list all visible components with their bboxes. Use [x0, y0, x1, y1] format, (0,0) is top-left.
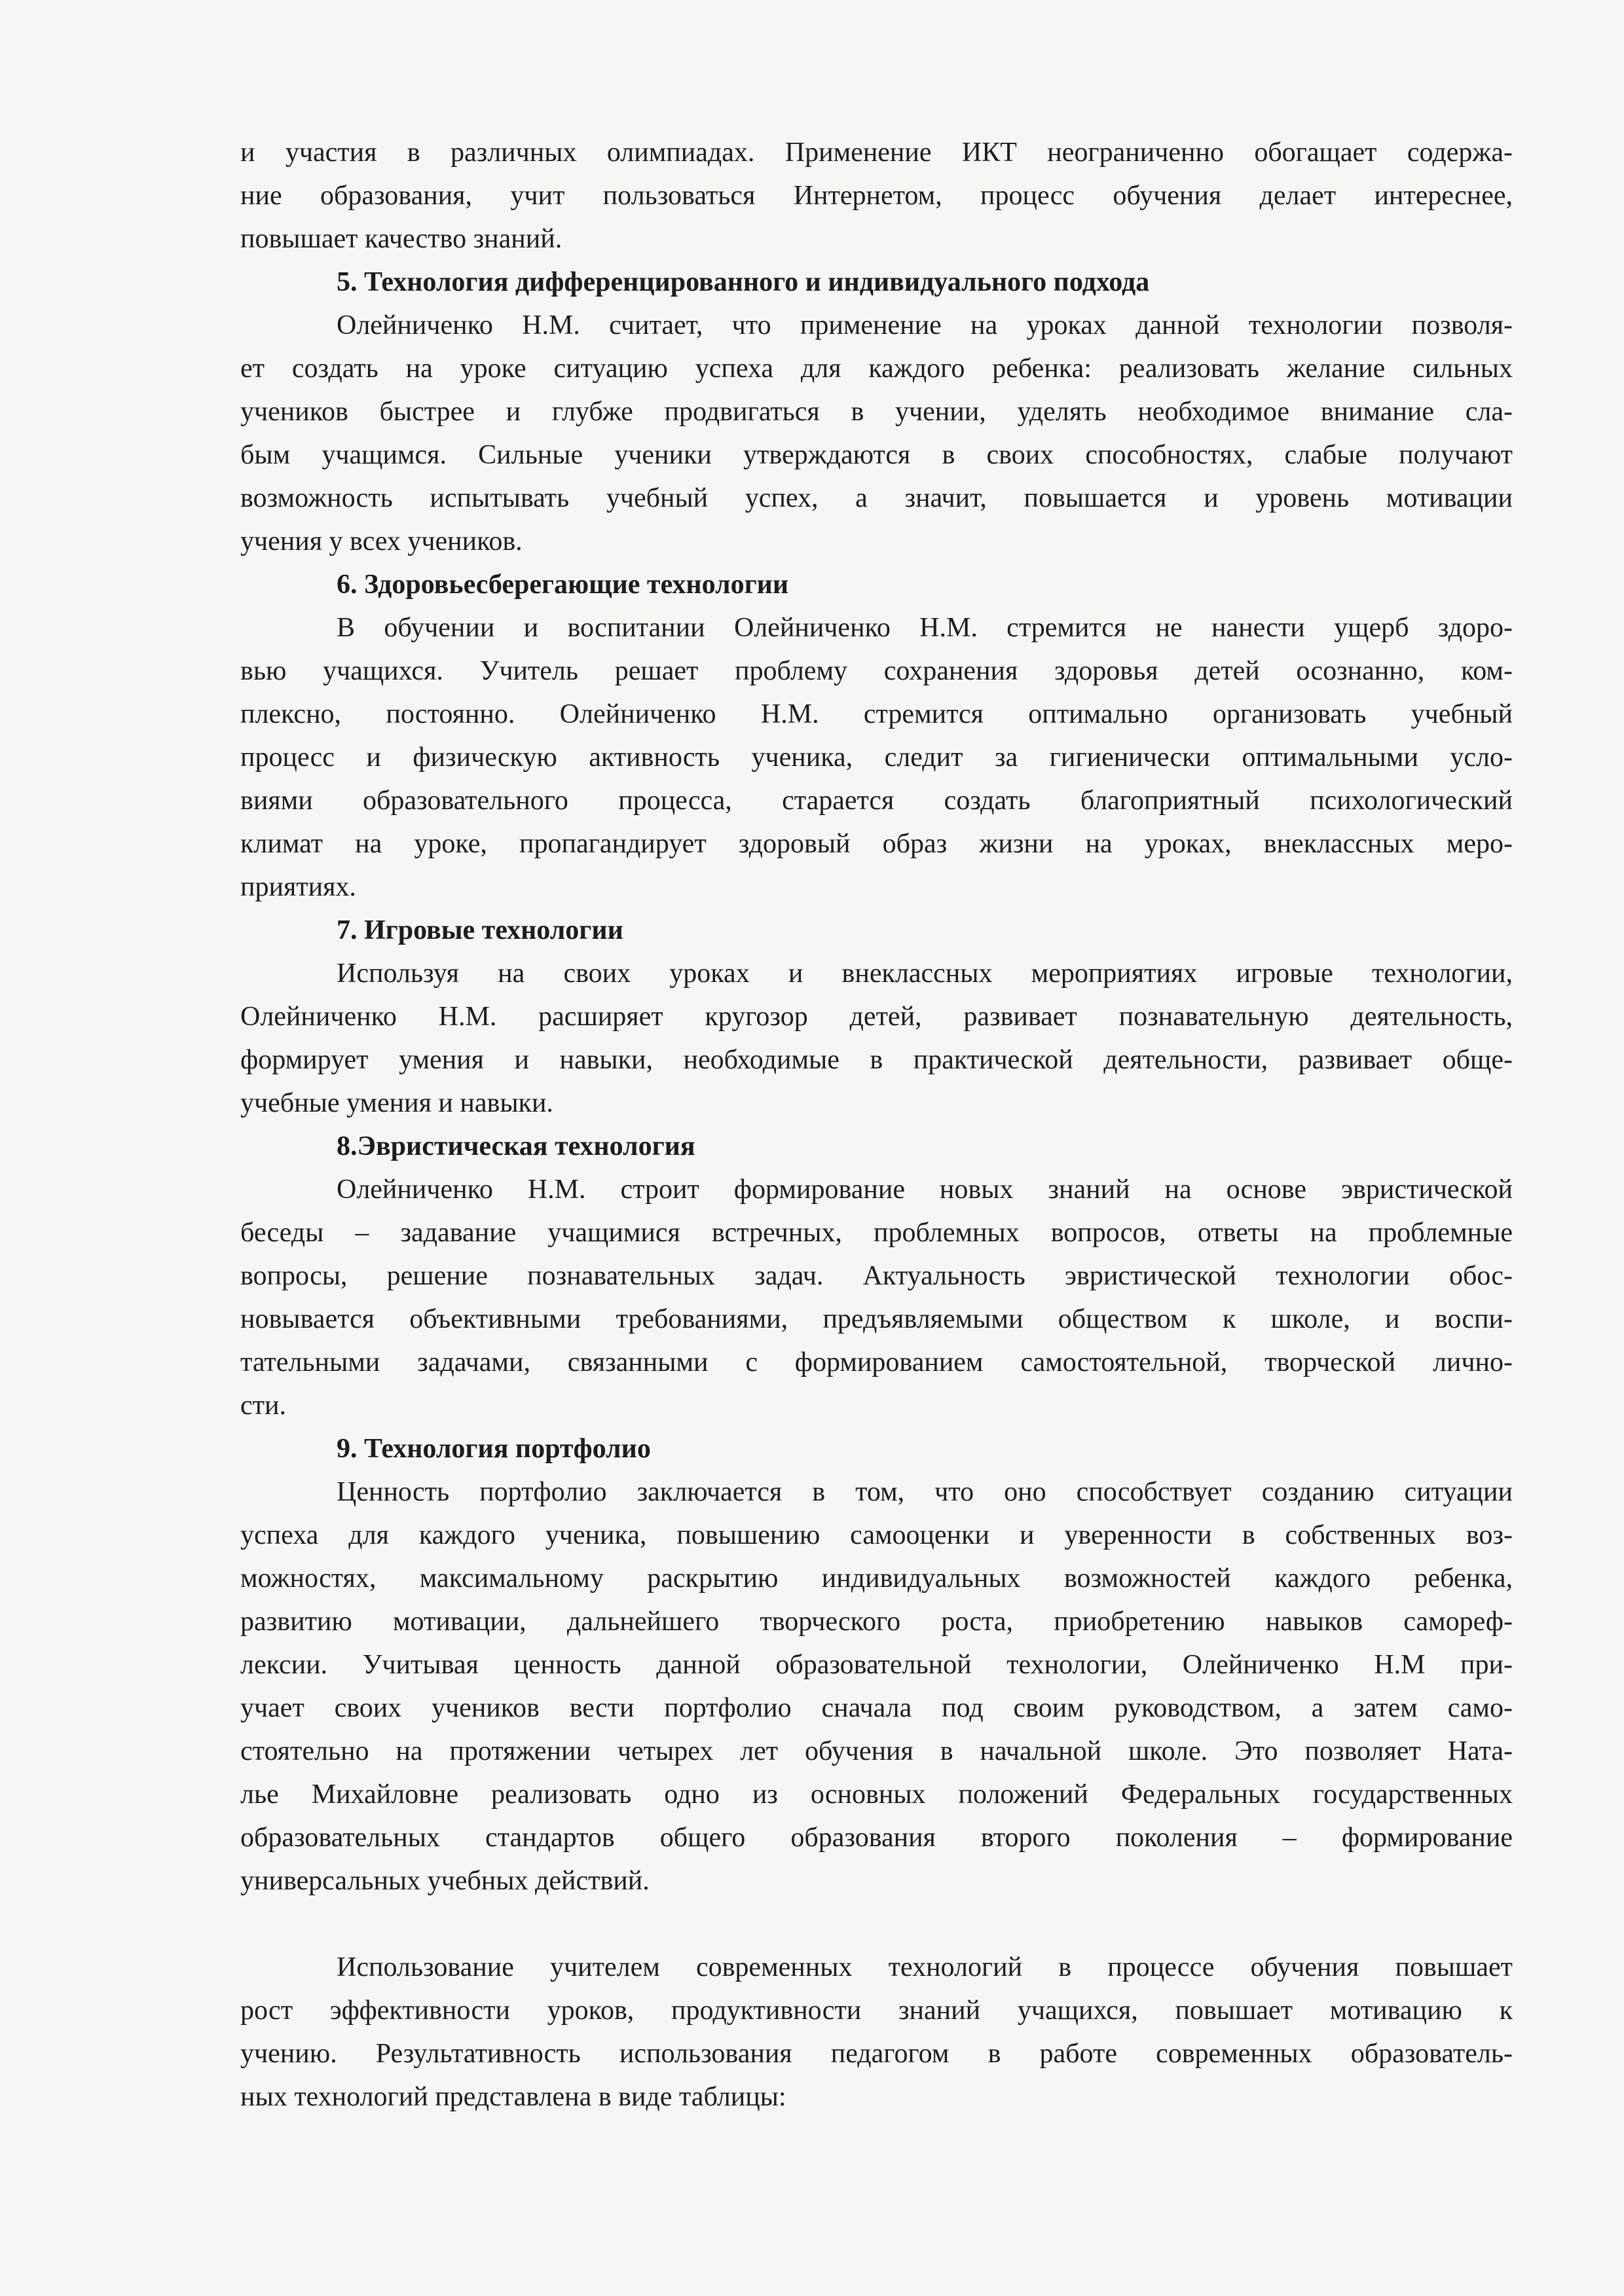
text-line: универсальных учебных действий.: [240, 1866, 650, 1896]
text-line: стоятельно на протяжении четырех лет обучения в начальной школе. Это позволяет Ната-: [240, 1736, 1513, 1766]
page-body: [240, 131, 1513, 2119]
text-line: сти.: [240, 1391, 286, 1421]
text-line: можностях, максимальному раскрытию индивидуальных возможностей каждого ребенка,: [240, 1563, 1513, 1594]
section-heading: 9. Технология портфолио: [337, 1434, 651, 1464]
text-line: образовательных стандартов общего образования второго поколения – формирование: [240, 1823, 1513, 1853]
text-line: бым учащимся. Сильные ученики утверждаются в своих способностях, слабые получают: [240, 440, 1513, 470]
text-line: повышает качество знаний.: [240, 224, 563, 254]
text-line: учения у всех учеников.: [240, 526, 523, 556]
text-line: плексно, постоянно. Олейниченко Н.М. стремится оптимально организовать учебный: [240, 699, 1513, 729]
text-line: и участия в различных олимпиадах. Применение ИКТ неограниченно обогащает содержа-: [240, 137, 1513, 168]
text-line: новывается объективными требованиями, предъявляемыми обществом к школе, и воспи-: [240, 1304, 1513, 1334]
text-line: В обучении и воспитании Олейниченко Н.М. стремится не нанести ущерб здоро-: [337, 613, 1513, 643]
text-line: ет создать на уроке ситуацию успеха для каждого ребенка: реализовать желание сильных: [240, 354, 1513, 384]
text-line: Использование учителем современных технологий в процессе обучения повышает: [337, 1952, 1513, 1982]
text-line: учебные умения и навыки.: [240, 1088, 553, 1118]
text-line: учает своих учеников вести портфолио сначала под своим руководством, а затем само-: [240, 1693, 1513, 1723]
text-line: Ценность портфолио заключается в том, что оно способствует созданию ситуации: [337, 1477, 1513, 1507]
text-line: вопросы, решение познавательных задач. Актуальность эвристической технологии обос-: [240, 1261, 1513, 1291]
text-line: тательными задачами, связанными с формированием самостоятельной, творческой лично-: [240, 1347, 1513, 1377]
paragraph-gap: [240, 1903, 1513, 1946]
section-heading: 7. Игровые технологии: [337, 915, 623, 945]
text-line: Олейниченко Н.М. строит формирование новых знаний на основе эвристической: [337, 1175, 1513, 1205]
text-line: процесс и физическую активность ученика, следит за гигиенически оптимальными усло-: [240, 742, 1513, 773]
text-line: виями образовательного процесса, старается создать благоприятный психологический: [240, 786, 1513, 816]
text-line: ние образования, учит пользоваться Интернетом, процесс обучения делает интереснее,: [240, 181, 1513, 211]
text-line: Используя на своих уроках и внеклассных мероприятиях игровые технологии,: [337, 958, 1513, 989]
text-line: Олейниченко Н.М. считает, что применение на уроках данной технологии позволя-: [337, 310, 1513, 340]
text-line: успеха для каждого ученика, повышению самооценки и уверенности в собственных воз-: [240, 1520, 1513, 1550]
text-line: беседы – задавание учащимися встречных, проблемных вопросов, ответы на проблемные: [240, 1218, 1513, 1248]
text-line: Олейниченко Н.М. расширяет кругозор детей, развивает познавательную деятельность,: [240, 1002, 1513, 1032]
section-heading: 5. Технология дифференцированного и индивидуального подхода: [337, 267, 1150, 297]
text-line: развитию мотивации, дальнейшего творческого роста, приобретению навыков самореф-: [240, 1607, 1513, 1637]
section-heading: 6. Здоровьесберегающие технологии: [337, 570, 789, 600]
section-heading: 8.Эвристическая технология: [337, 1131, 695, 1161]
text-line: учеников быстрее и глубже продвигаться в учении, уделять необходимое внимание сла-: [240, 397, 1513, 427]
text-line: лексии. Учитывая ценность данной образовательной технологии, Олейниченко Н.М при-: [240, 1650, 1513, 1680]
text-line: ных технологий представлена в виде таблицы:: [240, 2082, 786, 2112]
text-line: возможность испытывать учебный успех, а значит, повышается и уровень мотивации: [240, 483, 1513, 513]
text-line: приятиях.: [240, 872, 356, 902]
text-line: учению. Результативность использования педагогом в работе современных образователь-: [240, 2039, 1513, 2069]
text-line: формирует умения и навыки, необходимые в практической деятельности, развивает обще-: [240, 1045, 1513, 1075]
text-line: климат на уроке, пропагандирует здоровый образ жизни на уроках, внеклассных меро-: [240, 829, 1513, 859]
text-line: рост эффективности уроков, продуктивности знаний учащихся, повышает мотивацию к: [240, 1995, 1513, 2026]
text-line: лье Михайловне реализовать одно из основных положений Федеральных государственных: [240, 1779, 1513, 1810]
text-line: вью учащихся. Учитель решает проблему сохранения здоровья детей осознанно, ком-: [240, 656, 1513, 686]
